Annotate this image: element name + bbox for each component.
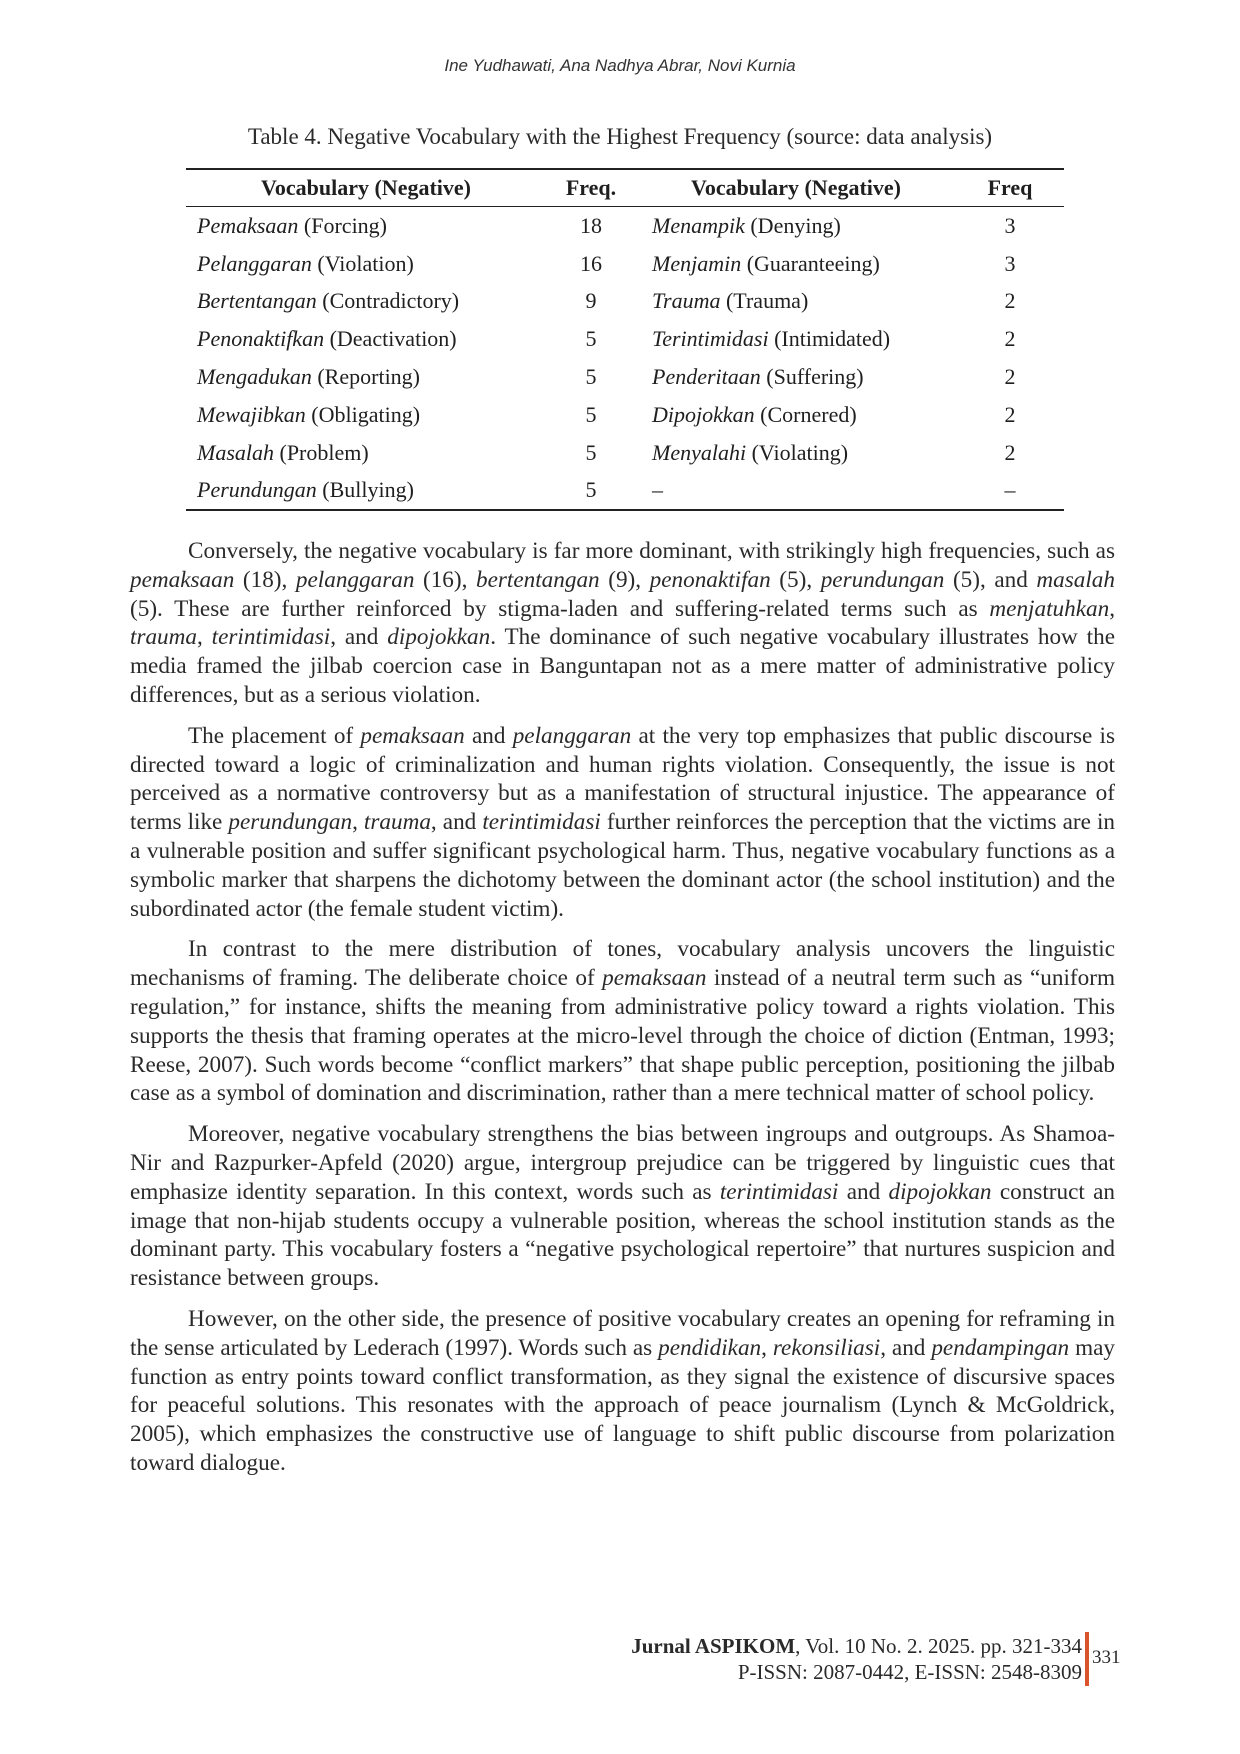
vocabulary-cell <box>186 472 546 511</box>
column-header-vocabulary-2: Vocabulary (Negative) <box>636 169 956 207</box>
body-paragraph <box>130 537 1115 710</box>
text-run: and <box>838 1178 889 1205</box>
vocabulary-cell <box>186 434 546 472</box>
text-run: (5), and <box>944 566 1037 593</box>
body-text <box>130 537 1115 1490</box>
column-header-freq-2: Freq <box>956 169 1064 207</box>
vocabulary-term: Menjamin <box>652 250 742 276</box>
vocabulary-gloss: (Forcing) <box>298 212 388 238</box>
vocabulary-cell <box>636 283 956 321</box>
frequency-cell: 18 <box>580 212 602 238</box>
text-run: . The dominance of such negative vocabulary illustrates how the media framed the jilbab coercion case in Banguntapan not as a mere matter of administrative policy differences, but as a serious violation. <box>130 624 1115 708</box>
text-run: Moreover, negative vocabulary strengthens the bias between ingroups and outgroups. As Shamoa-Nir and Razpurker-Apfeld (2020) argue, intergroup prejudice can be triggered by linguistic cues that emphasize identity separation. In this context, words such as <box>130 1121 1115 1205</box>
frequency-cell: 16 <box>580 250 602 276</box>
italic-term: trauma <box>130 624 197 651</box>
vocabulary-gloss: – <box>652 477 663 503</box>
frequency-cell: 5 <box>585 326 597 352</box>
journal-name: Jurnal ASPIKOM <box>631 1634 796 1658</box>
italic-term: trauma <box>363 809 431 836</box>
vocabulary-term: Bertentangan <box>197 288 317 314</box>
text-run: , <box>1109 595 1115 622</box>
italic-term: pelanggaran <box>512 722 632 749</box>
italic-term: bertentangan <box>476 566 600 593</box>
table-row <box>186 283 1064 321</box>
vocabulary-gloss: (Violation) <box>311 250 414 276</box>
frequency-cell: 9 <box>585 288 597 314</box>
vocabulary-term: Penonaktifkan <box>197 326 325 352</box>
italic-term: penonaktifan <box>649 566 771 593</box>
italic-term: pendidikan <box>658 1334 762 1361</box>
italic-term: menjatuhkan <box>989 595 1110 622</box>
frequency-cell: 2 <box>1004 401 1016 427</box>
vocabulary-cell <box>186 320 546 358</box>
vocabulary-gloss: (Bullying) <box>316 477 414 503</box>
vocabulary-term: Menyalahi <box>652 439 747 465</box>
text-run: (5). These are further reinforced by stigma-laden and suffering-related terms such as <box>130 595 990 622</box>
text-run: The placement of <box>188 722 361 749</box>
text-run: , and <box>880 1334 932 1361</box>
vocabulary-gloss: (Suffering) <box>760 364 864 390</box>
table-row <box>186 472 1064 511</box>
vocabulary-cell <box>636 472 956 511</box>
italic-term: masalah <box>1036 566 1115 593</box>
body-paragraph <box>130 1305 1115 1478</box>
vocabulary-cell <box>186 396 546 434</box>
italic-term: pemaksaan <box>130 566 235 593</box>
vocabulary-cell <box>636 245 956 283</box>
text-run: may function as entry points toward conflict transformation, as they signal the existence of discursive spaces for peaceful solutions. This resonates with the approach of peace journalism (Lynch & McGoldrick, 2005), which emphasizes the constructive use of language to shift public discourse from polarization toward dialogue. <box>130 1334 1115 1476</box>
table-body <box>186 207 1064 511</box>
vocabulary-gloss: (Contradictory) <box>316 288 460 314</box>
table-caption: Table 4. Negative Vocabulary with the Highest Frequency (source: data analysis) <box>247 124 993 149</box>
italic-term: pelanggaran <box>295 566 415 593</box>
journal-issn: P-ISSN: 2087-0442, E-ISSN: 2548-8309 <box>737 1660 1082 1684</box>
negative-vocabulary-table <box>186 168 1064 511</box>
text-run: In contrast to the mere distribution of tones, vocabulary analysis uncovers the linguistic mechanisms of framing. The deliberate choice of <box>130 936 1115 992</box>
text-run: , and <box>430 809 483 836</box>
body-paragraph <box>130 722 1115 924</box>
vocabulary-cell <box>636 320 956 358</box>
frequency-cell: 5 <box>585 401 597 427</box>
text-run: Conversely, the negative vocabulary is far more dominant, with strikingly high frequencies, such as <box>188 538 1115 564</box>
italic-term: pendampingan <box>931 1334 1070 1361</box>
text-run: However, on the other side, the presence of positive vocabulary creates an opening for reframing in the sense articulated by Lederach (1997). Words such as <box>130 1305 1115 1361</box>
vocabulary-cell <box>636 434 956 472</box>
text-run: (16), <box>414 566 476 593</box>
italic-term: pemaksaan <box>360 722 465 749</box>
body-paragraph <box>130 1120 1115 1293</box>
italic-term: perundungan <box>228 809 353 836</box>
text-run: , and <box>330 624 388 651</box>
vocabulary-term: Mewajibkan <box>197 401 306 427</box>
column-header-vocabulary-1: Vocabulary (Negative) <box>186 169 546 207</box>
vocabulary-term: Pelanggaran <box>197 250 312 276</box>
italic-term: terintimidasi <box>211 624 331 651</box>
frequency-cell: – <box>1004 477 1016 503</box>
italic-term: terintimidasi <box>719 1178 839 1205</box>
frequency-cell: 3 <box>1004 212 1016 238</box>
italic-term: rekonsiliasi <box>772 1334 881 1361</box>
page-number: 331 <box>1092 1647 1121 1668</box>
vocabulary-term: Trauma <box>652 288 721 314</box>
body-paragraph <box>130 935 1115 1108</box>
italic-term: dipojokkan <box>888 1178 992 1205</box>
text-run: , <box>352 809 364 836</box>
table-row <box>186 207 1064 245</box>
vocabulary-cell <box>186 207 546 245</box>
frequency-cell: 3 <box>1004 250 1016 276</box>
text-run: , <box>761 1334 773 1361</box>
frequency-cell: 5 <box>585 439 597 465</box>
italic-term: dipojokkan <box>387 624 491 651</box>
vocabulary-term: Terintimidasi <box>652 326 769 352</box>
vocabulary-cell <box>636 358 956 396</box>
vocabulary-term: Mengadukan <box>197 364 312 390</box>
vocabulary-term: Perundungan <box>197 477 317 503</box>
vocabulary-gloss: (Cornered) <box>754 401 857 427</box>
text-run: (9), <box>599 566 650 593</box>
italic-term: terintimidasi <box>482 809 601 836</box>
frequency-cell: 2 <box>1004 364 1016 390</box>
text-run: construct an image that non-hijab students occupy a vulnerable position, whereas the school institution stands as the dominant party. This vocabulary fosters a “negative psychological repertoire” that nurtures suspicion and resistance between groups. <box>130 1178 1115 1292</box>
frequency-cell: 2 <box>1004 326 1016 352</box>
page-number-accent-bar <box>1085 1632 1089 1686</box>
italic-term: pemaksaan <box>602 965 707 992</box>
vocabulary-gloss: (Intimidated) <box>768 326 891 352</box>
table-row <box>186 358 1064 396</box>
frequency-cell: 5 <box>585 477 597 503</box>
running-head-authors: Ine Yudhawati, Ana Nadhya Abrar, Novi Kurnia <box>444 56 796 75</box>
vocabulary-term: Dipojokkan <box>652 401 755 427</box>
text-run: (18), <box>234 566 296 593</box>
text-run: instead of a neutral term such as “uniform regulation,” for instance, shifts the meaning from administrative policy toward a rights violation. This supports the thesis that framing operates at the micro-level through the choice of diction (Entman, 1993; Reese, 2007). Such words become “conflict markers” that shape public perception, positioning the jilbab case as a symbol of domination and discrimination, rather than a mere technical matter of school policy. <box>130 965 1115 1107</box>
vocabulary-term: Penderitaan <box>652 364 761 390</box>
vocabulary-gloss: (Trauma) <box>720 288 809 314</box>
vocabulary-gloss: (Guaranteeing) <box>741 250 880 276</box>
text-run: and <box>464 722 513 749</box>
vocabulary-gloss: (Denying) <box>744 212 841 238</box>
vocabulary-term: Menampik <box>652 212 745 238</box>
vocabulary-gloss: (Problem) <box>274 439 369 465</box>
table-row <box>186 320 1064 358</box>
vocabulary-cell <box>186 358 546 396</box>
text-run: (5), <box>770 566 821 593</box>
journal-footer <box>631 1633 1082 1685</box>
italic-term: perundungan <box>820 566 945 593</box>
table-row <box>186 434 1064 472</box>
vocabulary-gloss: (Obligating) <box>305 401 421 427</box>
text-run: at the very top emphasizes that public discourse is directed toward a logic of criminalization and human rights violation. Consequently, the issue is not perceived as a normative controversy but as a manifestation of structural injustice. The appearance of terms like <box>130 722 1115 836</box>
text-run: , <box>197 624 212 651</box>
frequency-cell: 5 <box>585 364 597 390</box>
vocabulary-gloss: (Reporting) <box>311 364 421 390</box>
vocabulary-term: Pemaksaan <box>197 212 299 238</box>
table-row <box>186 396 1064 434</box>
table-row <box>186 245 1064 283</box>
frequency-cell: 2 <box>1004 288 1016 314</box>
vocabulary-gloss: (Deactivation) <box>324 326 457 352</box>
frequency-cell: 2 <box>1004 439 1016 465</box>
text-run: further reinforces the perception that the victims are in a vulnerable position and suffer significant psychological harm. Thus, negative vocabulary functions as a symbolic marker that sharpens the dichotomy between the dominant actor (the school institution) and the subordinated actor (the female student victim). <box>130 809 1115 922</box>
table-header-row <box>186 169 1064 207</box>
journal-volume: , Vol. 10 No. 2. 2025. pp. 321-334 <box>795 1634 1082 1658</box>
vocabulary-cell <box>186 283 546 321</box>
vocabulary-gloss: (Violating) <box>746 439 849 465</box>
column-header-freq-1: Freq. <box>546 169 636 207</box>
vocabulary-term: Masalah <box>197 439 274 465</box>
vocabulary-cell <box>636 207 956 245</box>
vocabulary-cell <box>186 245 546 283</box>
vocabulary-cell <box>636 396 956 434</box>
